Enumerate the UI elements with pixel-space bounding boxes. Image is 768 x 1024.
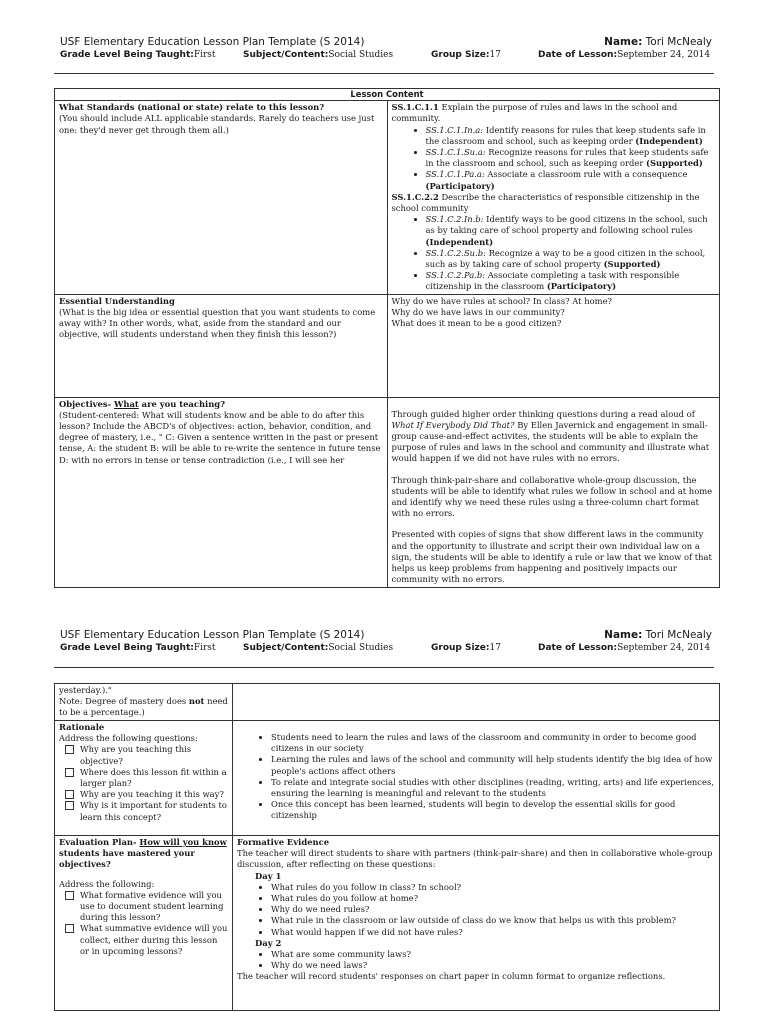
day-1-questions bbox=[237, 882, 715, 938]
objective-3: Presented with copies of signs that show different laws in the community and the opportunity to illustrate and script their own individual law on a sign, the students will be able to identify a rule or law that we know of that helps us keep problems from happening and positively impacts our community with no errors. bbox=[391, 529, 712, 585]
standards-prompt: What Standards (national or state) relate to this lesson? (You should include ALL applicable standards. Rarely do teachers use just one: they'd never get through them all.) bbox=[55, 101, 388, 294]
checkbox-icon bbox=[65, 801, 74, 810]
list-item: Why are you teaching it this way? bbox=[65, 789, 228, 800]
list-item: • To relate and integrate social studies with other disciplines (reading, writing, arts) and life experiences, ensuring the learning is meaningful and relevant to the students bbox=[271, 777, 715, 799]
standard-2-benchmarks bbox=[392, 214, 716, 292]
list-item: • What rules do you follow in class? In school? bbox=[271, 882, 715, 893]
teacher-name: Name: Tori McNealy bbox=[604, 36, 712, 48]
essential-understanding-prompt: Essential Understanding (What is the big idea or essential question that you want students to come away with? In other words, what, aside from the standard and our objective, will students understand when they finish this lesson?) bbox=[55, 294, 388, 397]
objective-1: Through guided higher order thinking questions during a read aloud of What If Everybody Did That? By Ellen Javernick and engagement in small-group cause-and-effect activites, the students will be able to explain the purpose of rules and laws in the school and community and illustrate what would happen if we did not have rules with no errors. bbox=[391, 408, 710, 464]
page-header bbox=[60, 36, 712, 62]
objectives-prompt: Objectives- What are you teaching? (Student-centered: What will students know and be able to do after this lesson? Include the ABCD's of objectives: action, behavior, condition, and degree of mastery, i.e., " C: Given a sentence written in the past or present tense, A: the student B: will be able to re-write the sentence in future tense D: with no errors in tense or tense contradiction (i.e., I will see her bbox=[55, 397, 388, 587]
list-item: • SS.1.C.2.Su.b: Recognize a way to be a good citizen in the school, such as by taking care of school property (Supported) bbox=[426, 248, 716, 270]
list-item: • Why do we need rules? bbox=[271, 904, 715, 915]
list-item: • What are some community laws? bbox=[271, 949, 715, 960]
list-item: • SS.1.C.1.Pa.a: Associate a classroom rule with a consequence (Participatory) bbox=[426, 169, 716, 191]
essential-understanding-content: Why do we have rules at school? In class? At home? Why do we have laws in our community? What does it mean to be a good citizen? bbox=[387, 294, 720, 397]
objectives-content-continued bbox=[233, 684, 720, 721]
objectives-row bbox=[55, 397, 720, 587]
list-item: • Students need to learn the rules and laws of the classroom and community in order to become good citizens in our society bbox=[271, 732, 715, 754]
standard-1-benchmarks bbox=[392, 125, 716, 192]
list-item: What formative evidence will you use to document student learning during this lesson? bbox=[65, 890, 228, 924]
objective-2: Through think-pair-share and collaborative whole-group discussion, the students will be able to identify what rules we follow in school and at home and identify why we need these rules using a three-column chart format with no errors. bbox=[391, 474, 713, 519]
objectives-prompt-continued: yesterday.)." Note: Degree of mastery does not need to be a percentage.) bbox=[55, 684, 233, 721]
header-divider bbox=[54, 73, 714, 74]
day-1-label: Day 1 bbox=[255, 870, 282, 881]
list-item: • SS.1.C.2.In.b: Identify ways to be good citizens in the school, such as by taking care of school property and following school rules (Independent) bbox=[426, 214, 716, 248]
rationale-questions bbox=[59, 744, 228, 822]
list-item: • Once this concept has been learned, students will begin to develop the essential skills for good citizenship bbox=[271, 799, 715, 821]
list-item: Why is it important for students to learn this concept? bbox=[65, 800, 228, 822]
template-title: USF Elementary Education Lesson Plan Template (S 2014) bbox=[60, 36, 365, 48]
list-item: • SS.1.C.1.Su.a: Recognize reasons for rules that keep students safe in the classroom and school, such as keeping order (Supported) bbox=[426, 147, 716, 169]
page-header bbox=[60, 629, 712, 655]
objectives-continued-row bbox=[55, 684, 720, 721]
group-size: Group Size: 17 bbox=[431, 50, 501, 60]
standards-row bbox=[55, 101, 720, 294]
checkbox-icon bbox=[65, 790, 74, 799]
template-title: USF Elementary Education Lesson Plan Template (S 2014) bbox=[60, 629, 365, 641]
checkbox-icon bbox=[65, 891, 74, 900]
header-divider bbox=[54, 667, 714, 668]
list-item: Why are you teaching this objective? bbox=[65, 744, 228, 766]
list-item: • SS.1.C.2.Pa.b: Associate completing a task with responsible citizenship in the classroom (Participatory) bbox=[426, 270, 716, 292]
day-2-questions bbox=[237, 949, 715, 971]
day-2-label: Day 2 bbox=[255, 937, 282, 948]
lesson-date: Date of Lesson: September 24, 2014 bbox=[538, 643, 711, 653]
standards-content: SS.1.C.1.1 Explain the purpose of rules and laws in the school and community. • SS.1.C.1.In.a: Identify reasons for rules that keep students safe in the classroom and school, such as keeping order (Independent) • SS.1.C.1.Su.a: Recognize reasons for rules that keep students safe in the classroom and school, such as keeping order (Supported) • SS.1.C.1.Pa.a: Associate a classroom rule with a consequence (Participatory) SS.1.C.2.2 Describe the characteristics of responsible citizenship in the school community • SS.1.C.2.In.b: Identify ways to be good citizens in the school, such as by taking care of school property and following school rules (Independent) • SS.1.C.2.Su.b: Recognize a way to be a good citizen in the school, such as by taking care of school property (Supported) • SS.1.C.2.Pa.b: Associate completing a task with responsible citizenship in the classroom (Participatory) bbox=[387, 101, 720, 294]
checkbox-icon bbox=[65, 924, 74, 933]
grade-level: Grade Level Being Taught: First bbox=[60, 643, 216, 653]
evaluation-plan-content: Formative Evidence The teacher will direct students to share with partners (think-pair-share) and then in collaborative whole-group discussion, after reflecting on these questions: Day 1 • What rules do you follow in class? In school? • What rules do you follow at home? • Why do we need rules? • What rule in the classroom or law outside of class do we know that helps us with this problem? • What would happen if we did not have rules? Day 2 • What are some community laws? • Why do we need laws? The teacher will record students' responses on chart paper in column format to organize reflections. bbox=[233, 836, 720, 1011]
lesson-content-heading: Lesson Content bbox=[55, 89, 720, 101]
evaluation-plan-row bbox=[55, 836, 720, 1011]
list-item: What summative evidence will you collect, either during this lesson or in upcoming lessons? bbox=[65, 923, 228, 957]
lesson-date: Date of Lesson: September 24, 2014 bbox=[538, 50, 711, 60]
evaluation-questions bbox=[59, 890, 228, 957]
rationale-prompt: Rationale Address the following questions: Why are you teaching this objective? Where does this lesson fit within a larger plan? Why are you teaching it this way? Why is it important for students to learn this concept? bbox=[55, 721, 233, 836]
list-item: • What rule in the classroom or law outside of class do we know that helps us with this problem? bbox=[271, 915, 715, 926]
rationale-points bbox=[237, 732, 715, 822]
rationale-content bbox=[233, 721, 720, 836]
formative-evidence-heading: Formative Evidence bbox=[237, 837, 330, 847]
evaluation-plan-prompt: Evaluation Plan- How will you know students have mastered your objectives? Address the following: What formative evidence will you use to document student learning during this lesson? What summative evidence will you collect, either during this lesson or in upcoming lessons? bbox=[55, 836, 233, 1011]
list-item: • Learning the rules and laws of the school and community will help students identify the big idea of how people's actions affect others bbox=[271, 754, 715, 776]
list-item: • Why do we need laws? bbox=[271, 960, 715, 971]
subject-content: Subject/Content: Social Studies bbox=[243, 643, 394, 653]
list-item: • What rules do you follow at home? bbox=[271, 893, 715, 904]
teacher-name: Name: Tori McNealy bbox=[604, 629, 712, 641]
rationale-row bbox=[55, 721, 720, 836]
grade-level: Grade Level Being Taught: First bbox=[60, 50, 216, 60]
group-size: Group Size: 17 bbox=[431, 643, 501, 653]
essential-understanding-row bbox=[55, 294, 720, 397]
document-page-2 bbox=[0, 620, 768, 1024]
lesson-plan-table bbox=[54, 683, 720, 1011]
checkbox-icon bbox=[65, 768, 74, 777]
objectives-content bbox=[387, 397, 720, 587]
checkbox-icon bbox=[65, 745, 74, 754]
list-item: • What would happen if we did not have rules? bbox=[271, 927, 715, 938]
list-item: • SS.1.C.1.In.a: Identify reasons for rules that keep students safe in the classroom and school, such as keeping order (Independent) bbox=[426, 125, 716, 147]
list-item: Where does this lesson fit within a larger plan? bbox=[65, 767, 228, 789]
subject-content: Subject/Content: Social Studies bbox=[243, 50, 394, 60]
lesson-plan-table bbox=[54, 88, 720, 588]
